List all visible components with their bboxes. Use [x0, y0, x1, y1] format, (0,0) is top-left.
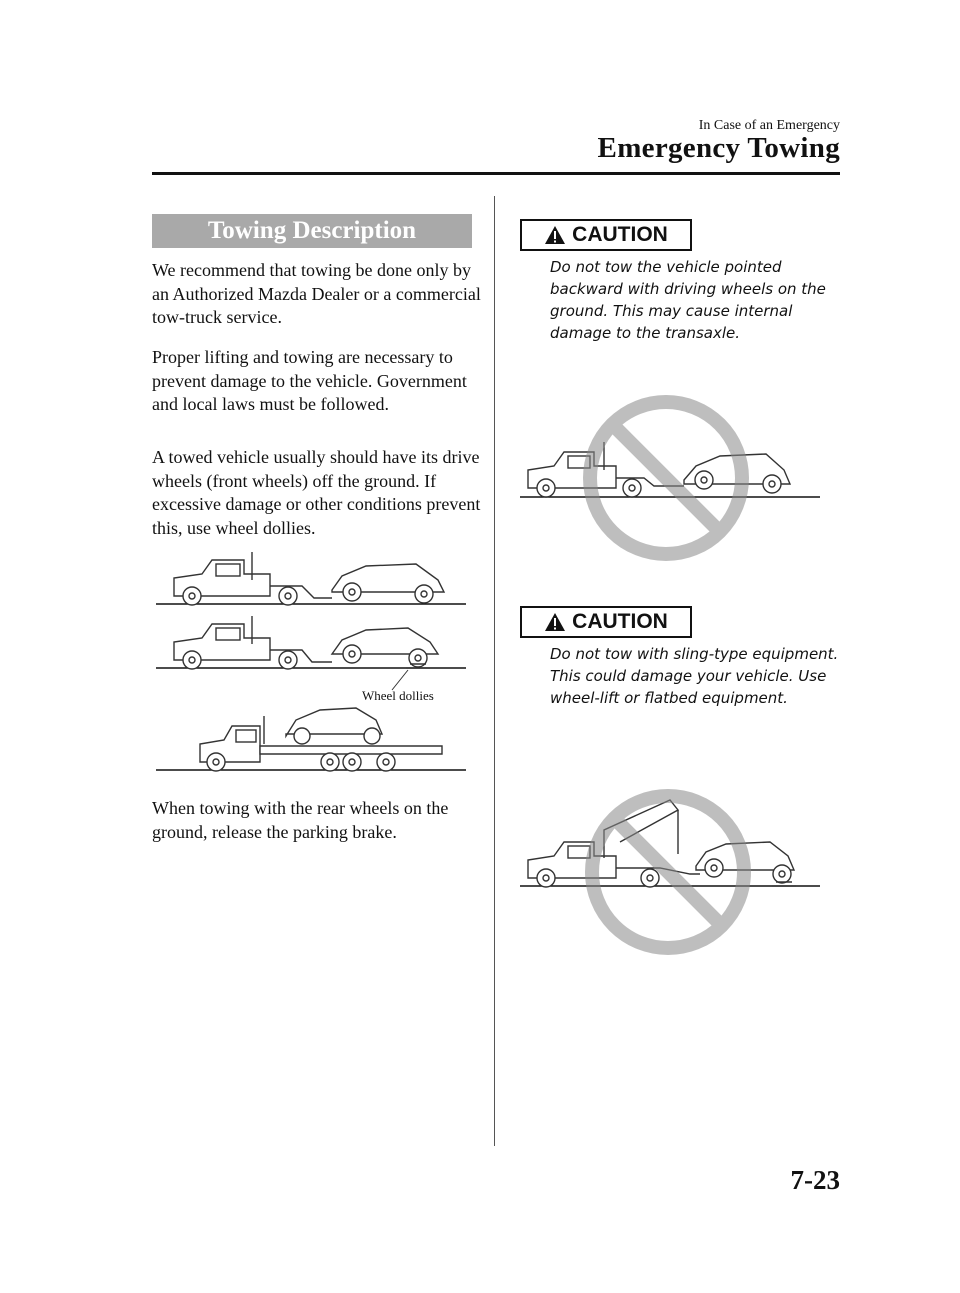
paragraph-proper-lifting: Proper lifting and towing are necessary to prevent damage to the vehicle. Government and local laws must be followed.	[152, 347, 467, 414]
caution-text-1: Do not tow the vehicle pointed backward with driving wheels on the ground. This may cause internal damage to the transaxle.	[550, 258, 826, 342]
caution-text-2: Do not tow with sling-type equipment. This could damage your vehicle. Use wheel-lift or flatbed equipment.	[550, 645, 839, 707]
section-title: Towing Description	[152, 214, 472, 248]
wheel-dollies-label: Wheel dollies	[362, 688, 434, 703]
caution-label: CAUTION	[572, 223, 668, 246]
paragraph-drive-wheels: A towed vehicle usually should have its drive wheels (front wheels) off the ground. If excessive damage or other conditions prevent this, use wheel dollies.	[152, 447, 481, 538]
paragraph-parking-brake: When towing with the rear wheels on the ground, release the parking brake.	[152, 798, 449, 842]
warning-triangle-icon	[544, 612, 566, 632]
caution-label: CAUTION	[572, 610, 668, 633]
chapter-heading: In Case of an Emergency	[698, 118, 840, 133]
caution-box-2	[520, 606, 692, 638]
warning-triangle-icon	[544, 225, 566, 245]
sling-towing-prohibited-illustration	[520, 770, 820, 960]
flatbed-tow-figure	[156, 708, 466, 771]
wheel-lift-tow-figure	[156, 552, 466, 605]
wheel-dollies-figure	[156, 616, 466, 690]
header-divider	[152, 172, 840, 175]
towing-methods-illustration	[152, 540, 472, 780]
paragraph-towing-service: We recommend that towing be done only by an Authorized Mazda Dealer or a commercial tow-truck service.	[152, 260, 481, 327]
backward-towing-prohibited-illustration	[520, 380, 820, 570]
page-number: 7-23	[790, 1165, 840, 1195]
column-divider	[494, 196, 495, 1146]
page-title: Emergency Towing	[597, 132, 840, 164]
caution-box-1	[520, 219, 692, 251]
